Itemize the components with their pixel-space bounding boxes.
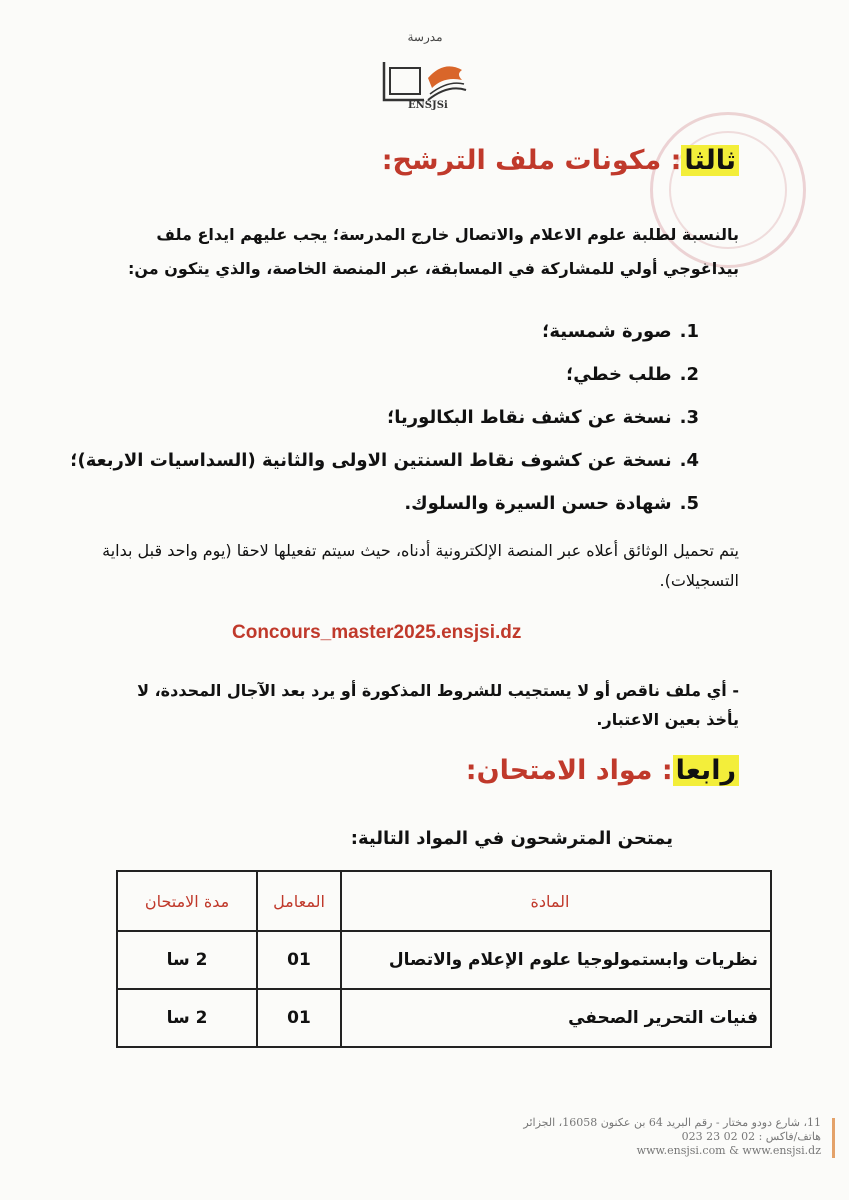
list-item	[70, 439, 699, 482]
footer-address: 11، شارع دودو مختار - رقم البريد 64 بن عكنون 16058، الجزائر	[523, 1116, 821, 1129]
platform-link[interactable]: Concours_master2025.ensjsi.dz	[232, 622, 522, 643]
upload-note: يتم تحميل الوثائق أعلاه عبر المنصة الإلكترونية أدناه، حيث سيتم تفعيلها لاحقا (يوم واحد قبل بداية التسجيلات).	[102, 541, 739, 590]
list-item	[99, 396, 699, 439]
section3-number: ثالثا	[681, 145, 739, 176]
section3-intro: بالنسبة لطلبة علوم الاعلام والاتصال خارج المدرسة؛ يجب عليهم ايداع ملف بيداغوجي أولي للمشاركة في المسابقة، عبر المنصة الخاصة، والذي يتكون من:	[127, 225, 739, 278]
school-logo	[370, 30, 480, 120]
header-coefficient: المعامل	[257, 871, 341, 931]
incomplete-file-warning: - أي ملف ناقص أو لا يستجيب للشروط المذكورة أو يرد بعد الآجال المحددة، لا يأخذ بعين الاعتبار.	[137, 681, 739, 729]
list-item	[99, 310, 699, 353]
footer-contact	[361, 1116, 821, 1158]
section3-heading	[382, 145, 739, 176]
list-number: 1.	[679, 321, 699, 342]
list-text: نسخة عن كشف نقاط البكالوريا؛	[387, 407, 672, 428]
logo-wordmark: ENSJSi	[408, 100, 448, 111]
list-number: 3.	[679, 407, 699, 428]
list-number: 2.	[679, 364, 699, 385]
table-row	[117, 989, 771, 1047]
list-text: صورة شمسية؛	[542, 321, 672, 342]
list-item	[99, 353, 699, 396]
table-row	[117, 931, 771, 989]
cell-duration: 2 سا	[117, 931, 257, 989]
section3-title: : مكونات ملف الترشح:	[381, 145, 682, 176]
list-item	[99, 482, 699, 525]
list-text: طلب خطي؛	[566, 364, 672, 385]
cell-duration: 2 سا	[117, 989, 257, 1047]
cell-subject: نظريات وابستمولوجيا علوم الإعلام والاتصال	[341, 931, 771, 989]
exam-subjects-table	[116, 870, 772, 1048]
cell-coefficient: 01	[257, 989, 341, 1047]
header-subject: المادة	[341, 871, 771, 931]
logo-tagline: مدرسة	[407, 30, 443, 44]
section4-title: : مواد الامتحان:	[465, 755, 673, 786]
cell-coefficient: 01	[257, 931, 341, 989]
list-number: 5.	[679, 493, 699, 514]
section4-heading	[466, 755, 739, 786]
header-duration: مدة الامتحان	[117, 871, 257, 931]
cell-subject: فنيات التحرير الصحفي	[341, 989, 771, 1047]
required-documents-list	[70, 310, 699, 525]
footer-websites[interactable]: www.ensjsi.com & www.ensjsi.dz	[636, 1144, 821, 1157]
section4-number: رابعا	[673, 755, 739, 786]
footer-accent-bar	[832, 1118, 835, 1158]
footer-phone: هاتف/فاكس : 02 02 23 023	[681, 1130, 821, 1143]
table-header-row	[117, 871, 771, 931]
list-text: نسخة عن كشوف نقاط السنتين الاولى والثانية (السداسيات الاربعة)؛	[70, 450, 672, 471]
section4-intro: يمتحن المترشحون في المواد التالية:	[350, 828, 673, 849]
list-text: شهادة حسن السيرة والسلوك.	[404, 493, 672, 514]
list-number: 4.	[679, 450, 699, 471]
